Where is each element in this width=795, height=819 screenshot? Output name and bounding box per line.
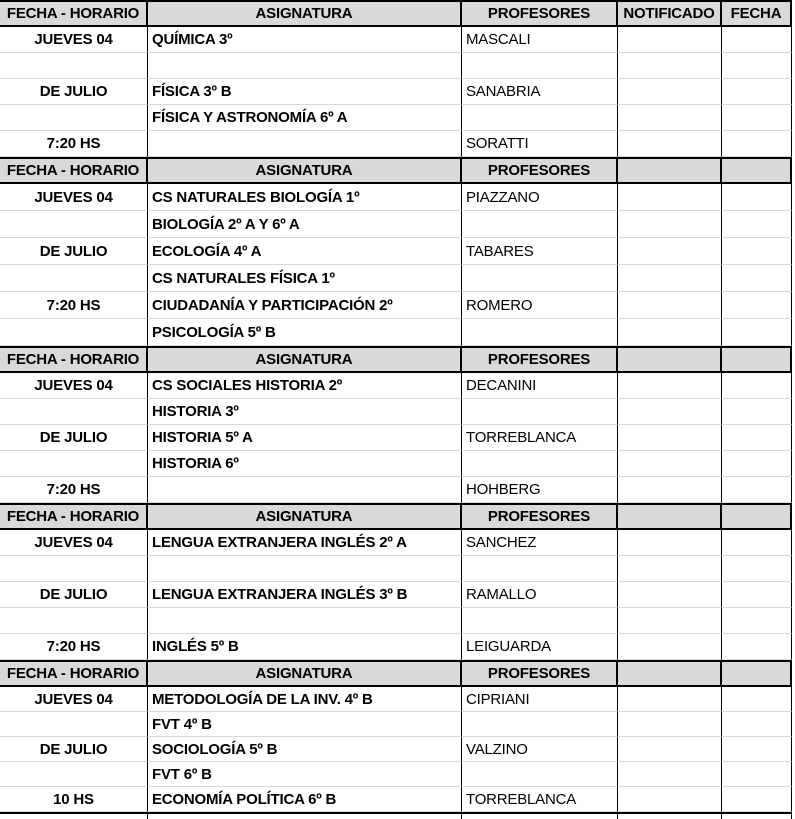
cell-fecha[interactable] bbox=[722, 184, 792, 211]
cell-notificado[interactable] bbox=[618, 399, 722, 425]
cell-fecha-horario[interactable]: 10 HS bbox=[0, 787, 148, 812]
cell-fecha-horario[interactable] bbox=[0, 814, 148, 819]
cell-profesores[interactable] bbox=[462, 451, 618, 477]
cell-asignatura[interactable]: PSICOLOGÍA 5º B bbox=[148, 319, 462, 346]
cell-fecha[interactable] bbox=[722, 105, 792, 131]
cell-asignatura[interactable] bbox=[148, 131, 462, 157]
header-cell-asignatura[interactable]: ASIGNATURA bbox=[148, 503, 462, 530]
header-cell-notificado[interactable]: NOTIFICADO bbox=[618, 0, 722, 27]
cell-fecha[interactable] bbox=[722, 211, 792, 238]
table-row bbox=[0, 399, 792, 425]
table-row bbox=[0, 265, 792, 292]
header-cell-fecha[interactable] bbox=[722, 157, 792, 184]
table-row bbox=[0, 582, 792, 608]
cell-profesores[interactable] bbox=[462, 814, 618, 819]
cell-notificado[interactable] bbox=[618, 211, 722, 238]
cell-asignatura[interactable]: HISTORIA 5º A bbox=[148, 425, 462, 451]
cell-fecha[interactable] bbox=[722, 131, 792, 157]
schedule-section bbox=[0, 346, 792, 503]
table-row bbox=[0, 634, 792, 660]
cell-fecha[interactable] bbox=[722, 737, 792, 762]
cell-asignatura[interactable]: ECONOMÍA POLÍTICA 6º B bbox=[148, 787, 462, 812]
table-row bbox=[0, 53, 792, 79]
cell-fecha-horario[interactable]: DE JULIO bbox=[0, 425, 148, 451]
table-row bbox=[0, 373, 792, 399]
cell-asignatura[interactable]: CIUDADANÍA Y PARTICIPACIÓN 2º bbox=[148, 292, 462, 319]
cell-fecha[interactable] bbox=[722, 814, 792, 819]
cell-profesores[interactable]: HOHBERG bbox=[462, 477, 618, 503]
cell-asignatura[interactable]: QUÍMICA 3º bbox=[148, 27, 462, 53]
cell-profesores[interactable]: VALZINO bbox=[462, 737, 618, 762]
cell-fecha[interactable] bbox=[722, 687, 792, 712]
cell-profesores[interactable] bbox=[462, 211, 618, 238]
section-header-row bbox=[0, 157, 792, 184]
cell-notificado[interactable] bbox=[618, 131, 722, 157]
header-cell-notificado[interactable] bbox=[618, 157, 722, 184]
header-cell-fecha-horario[interactable]: FECHA - HORARIO bbox=[0, 157, 148, 184]
cell-profesores[interactable]: PIAZZANO bbox=[462, 184, 618, 211]
cell-notificado[interactable] bbox=[618, 762, 722, 787]
header-cell-asignatura[interactable]: ASIGNATURA bbox=[148, 157, 462, 184]
header-cell-profesores[interactable]: PROFESORES bbox=[462, 0, 618, 27]
cell-profesores[interactable]: SANCHEZ bbox=[462, 530, 618, 556]
cell-asignatura[interactable]: INGLÉS 5º B bbox=[148, 634, 462, 660]
header-cell-asignatura[interactable]: ASIGNATURA bbox=[148, 346, 462, 373]
cell-asignatura[interactable]: HISTORIA 6º bbox=[148, 451, 462, 477]
cell-notificado[interactable] bbox=[618, 238, 722, 265]
header-cell-notificado[interactable] bbox=[618, 503, 722, 530]
cell-notificado[interactable] bbox=[618, 530, 722, 556]
cell-profesores[interactable] bbox=[462, 105, 618, 131]
cell-fecha-horario[interactable]: DE JULIO bbox=[0, 582, 148, 608]
cell-fecha[interactable] bbox=[722, 79, 792, 105]
cell-fecha-horario[interactable]: JUEVES 04 bbox=[0, 184, 148, 211]
table-row bbox=[0, 608, 792, 634]
cell-notificado[interactable] bbox=[618, 582, 722, 608]
cell-profesores[interactable]: TORREBLANCA bbox=[462, 425, 618, 451]
cell-fecha[interactable] bbox=[722, 634, 792, 660]
cell-asignatura[interactable]: LENGUA EXTRANJERA INGLÉS 2º A bbox=[148, 530, 462, 556]
cell-asignatura[interactable]: BIOLOGÍA 2º A Y 6º A bbox=[148, 211, 462, 238]
header-cell-asignatura[interactable]: ASIGNATURA bbox=[148, 0, 462, 27]
header-cell-fecha-horario[interactable]: FECHA - HORARIO bbox=[0, 0, 148, 27]
table-row bbox=[0, 425, 792, 451]
cell-fecha-horario[interactable] bbox=[0, 53, 148, 79]
table-row bbox=[0, 787, 792, 812]
header-cell-fecha[interactable] bbox=[722, 660, 792, 687]
cell-fecha-horario[interactable] bbox=[0, 211, 148, 238]
cell-notificado[interactable] bbox=[618, 787, 722, 812]
cell-fecha[interactable] bbox=[722, 608, 792, 634]
cell-asignatura[interactable]: FÍSICA 3º B bbox=[148, 79, 462, 105]
cell-fecha-horario[interactable]: JUEVES 04 bbox=[0, 27, 148, 53]
cell-asignatura[interactable]: HISTORIA 3º bbox=[148, 399, 462, 425]
cell-fecha-horario[interactable]: JUEVES 04 bbox=[0, 373, 148, 399]
cell-profesores[interactable]: TABARES bbox=[462, 238, 618, 265]
cell-asignatura[interactable] bbox=[148, 477, 462, 503]
section-header-row bbox=[0, 503, 792, 530]
cell-profesores[interactable]: DECANINI bbox=[462, 373, 618, 399]
cell-notificado[interactable] bbox=[618, 608, 722, 634]
schedule-section bbox=[0, 660, 792, 812]
cell-profesores[interactable]: RAMALLO bbox=[462, 582, 618, 608]
cell-profesores[interactable]: CIPRIANI bbox=[462, 687, 618, 712]
cell-notificado[interactable] bbox=[618, 556, 722, 582]
cell-notificado[interactable] bbox=[618, 79, 722, 105]
table-row bbox=[0, 556, 792, 582]
cell-asignatura[interactable]: FVT 6º B bbox=[148, 762, 462, 787]
cell-fecha-horario[interactable]: DE JULIO bbox=[0, 79, 148, 105]
cell-fecha-horario[interactable]: DE JULIO bbox=[0, 737, 148, 762]
cell-profesores[interactable] bbox=[462, 265, 618, 292]
cell-fecha[interactable] bbox=[722, 319, 792, 346]
cell-profesores[interactable] bbox=[462, 319, 618, 346]
cell-notificado[interactable] bbox=[618, 477, 722, 503]
cell-profesores[interactable] bbox=[462, 399, 618, 425]
section-header-row bbox=[0, 0, 792, 27]
cell-asignatura[interactable]: METODOLOGÍA DE LA INV. 4º B bbox=[148, 687, 462, 712]
cell-asignatura[interactable]: FVT 4º B bbox=[148, 712, 462, 737]
cell-fecha-horario[interactable]: JUEVES 04 bbox=[0, 687, 148, 712]
header-cell-profesores[interactable]: PROFESORES bbox=[462, 346, 618, 373]
cell-asignatura[interactable]: SOCIOLOGÍA 5º B bbox=[148, 737, 462, 762]
cell-notificado[interactable] bbox=[618, 814, 722, 819]
cell-fecha[interactable] bbox=[722, 238, 792, 265]
cell-profesores[interactable] bbox=[462, 53, 618, 79]
cell-asignatura[interactable]: ECOLOGÍA 4º A bbox=[148, 238, 462, 265]
cell-profesores[interactable]: SORATTI bbox=[462, 131, 618, 157]
cell-fecha-horario[interactable] bbox=[0, 319, 148, 346]
cell-fecha[interactable] bbox=[722, 530, 792, 556]
cell-fecha-horario[interactable]: JUEVES 04 bbox=[0, 530, 148, 556]
cell-asignatura[interactable] bbox=[148, 814, 462, 819]
cell-fecha[interactable] bbox=[722, 712, 792, 737]
table-row bbox=[0, 712, 792, 737]
table-row bbox=[0, 131, 792, 157]
table-row bbox=[0, 184, 792, 211]
cell-asignatura[interactable] bbox=[148, 53, 462, 79]
header-cell-asignatura[interactable]: ASIGNATURA bbox=[148, 660, 462, 687]
cell-notificado[interactable] bbox=[618, 265, 722, 292]
cell-notificado[interactable] bbox=[618, 451, 722, 477]
table-row bbox=[0, 737, 792, 762]
cell-fecha[interactable] bbox=[722, 451, 792, 477]
cell-profesores[interactable]: ROMERO bbox=[462, 292, 618, 319]
cell-fecha[interactable] bbox=[722, 787, 792, 812]
cell-asignatura[interactable] bbox=[148, 556, 462, 582]
header-cell-fecha-horario[interactable]: FECHA - HORARIO bbox=[0, 346, 148, 373]
cell-fecha-horario[interactable]: DE JULIO bbox=[0, 238, 148, 265]
cell-asignatura[interactable]: CS NATURALES BIOLOGÍA 1º bbox=[148, 184, 462, 211]
cell-asignatura[interactable]: CS SOCIALES HISTORIA 2º bbox=[148, 373, 462, 399]
cell-asignatura[interactable]: LENGUA EXTRANJERA INGLÉS 3º B bbox=[148, 582, 462, 608]
partial-next-row bbox=[0, 814, 795, 819]
cell-fecha[interactable] bbox=[722, 27, 792, 53]
header-cell-profesores[interactable]: PROFESORES bbox=[462, 660, 618, 687]
table-row bbox=[0, 79, 792, 105]
header-cell-fecha-horario[interactable]: FECHA - HORARIO bbox=[0, 503, 148, 530]
table-row bbox=[0, 451, 792, 477]
table-row bbox=[0, 319, 792, 346]
section-header-row bbox=[0, 346, 792, 373]
cell-notificado[interactable] bbox=[618, 292, 722, 319]
cell-notificado[interactable] bbox=[618, 712, 722, 737]
table-row bbox=[0, 211, 792, 238]
cell-notificado[interactable] bbox=[618, 105, 722, 131]
table-row bbox=[0, 27, 792, 53]
cell-profesores[interactable] bbox=[462, 608, 618, 634]
cell-notificado[interactable] bbox=[618, 687, 722, 712]
cell-fecha-horario[interactable] bbox=[0, 399, 148, 425]
cell-fecha[interactable] bbox=[722, 265, 792, 292]
schedule-section bbox=[0, 503, 792, 660]
cell-fecha-horario[interactable] bbox=[0, 105, 148, 131]
cell-notificado[interactable] bbox=[618, 53, 722, 79]
cell-fecha-horario[interactable]: 7:20 HS bbox=[0, 477, 148, 503]
table-row bbox=[0, 292, 792, 319]
cell-asignatura[interactable]: FÍSICA Y ASTRONOMÍA 6º A bbox=[148, 105, 462, 131]
table-row bbox=[0, 238, 792, 265]
cell-fecha[interactable] bbox=[722, 762, 792, 787]
cell-fecha[interactable] bbox=[722, 477, 792, 503]
cell-fecha-horario[interactable] bbox=[0, 451, 148, 477]
cell-fecha[interactable] bbox=[722, 556, 792, 582]
cell-asignatura[interactable] bbox=[148, 608, 462, 634]
section-header-row bbox=[0, 660, 792, 687]
cell-profesores[interactable] bbox=[462, 712, 618, 737]
cell-fecha[interactable] bbox=[722, 373, 792, 399]
header-cell-notificado[interactable] bbox=[618, 346, 722, 373]
header-cell-fecha-horario[interactable]: FECHA - HORARIO bbox=[0, 660, 148, 687]
header-cell-fecha[interactable] bbox=[722, 346, 792, 373]
cell-notificado[interactable] bbox=[618, 184, 722, 211]
cell-fecha[interactable] bbox=[722, 53, 792, 79]
table-row bbox=[0, 687, 792, 712]
table-row bbox=[0, 105, 792, 131]
cell-fecha-horario[interactable] bbox=[0, 556, 148, 582]
cell-fecha-horario[interactable] bbox=[0, 712, 148, 737]
cell-profesores[interactable] bbox=[462, 762, 618, 787]
cell-fecha-horario[interactable] bbox=[0, 608, 148, 634]
cell-fecha[interactable] bbox=[722, 292, 792, 319]
cell-profesores[interactable]: TORREBLANCA bbox=[462, 787, 618, 812]
cell-fecha-horario[interactable]: 7:20 HS bbox=[0, 131, 148, 157]
table-row bbox=[0, 530, 792, 556]
cell-profesores[interactable]: SANABRIA bbox=[462, 79, 618, 105]
header-cell-fecha[interactable]: FECHA bbox=[722, 0, 792, 27]
table-row bbox=[0, 477, 792, 503]
table-row bbox=[0, 762, 792, 787]
header-cell-profesores[interactable]: PROFESORES bbox=[462, 503, 618, 530]
cell-notificado[interactable] bbox=[618, 634, 722, 660]
cell-fecha-horario[interactable]: 7:20 HS bbox=[0, 292, 148, 319]
schedule-section bbox=[0, 0, 792, 157]
cell-notificado[interactable] bbox=[618, 319, 722, 346]
cell-fecha[interactable] bbox=[722, 425, 792, 451]
cell-profesores[interactable] bbox=[462, 556, 618, 582]
cell-profesores[interactable]: LEIGUARDA bbox=[462, 634, 618, 660]
header-cell-notificado[interactable] bbox=[618, 660, 722, 687]
cell-notificado[interactable] bbox=[618, 425, 722, 451]
header-cell-fecha[interactable] bbox=[722, 503, 792, 530]
cell-asignatura[interactable]: CS NATURALES FÍSICA 1º bbox=[148, 265, 462, 292]
cell-notificado[interactable] bbox=[618, 737, 722, 762]
header-cell-profesores[interactable]: PROFESORES bbox=[462, 157, 618, 184]
cell-fecha-horario[interactable] bbox=[0, 265, 148, 292]
cell-fecha-horario[interactable] bbox=[0, 762, 148, 787]
schedule-section bbox=[0, 157, 792, 346]
cell-fecha-horario[interactable]: 7:20 HS bbox=[0, 634, 148, 660]
cell-notificado[interactable] bbox=[618, 373, 722, 399]
cell-notificado[interactable] bbox=[618, 27, 722, 53]
cell-fecha[interactable] bbox=[722, 582, 792, 608]
cell-fecha[interactable] bbox=[722, 399, 792, 425]
cell-profesores[interactable]: MASCALI bbox=[462, 27, 618, 53]
